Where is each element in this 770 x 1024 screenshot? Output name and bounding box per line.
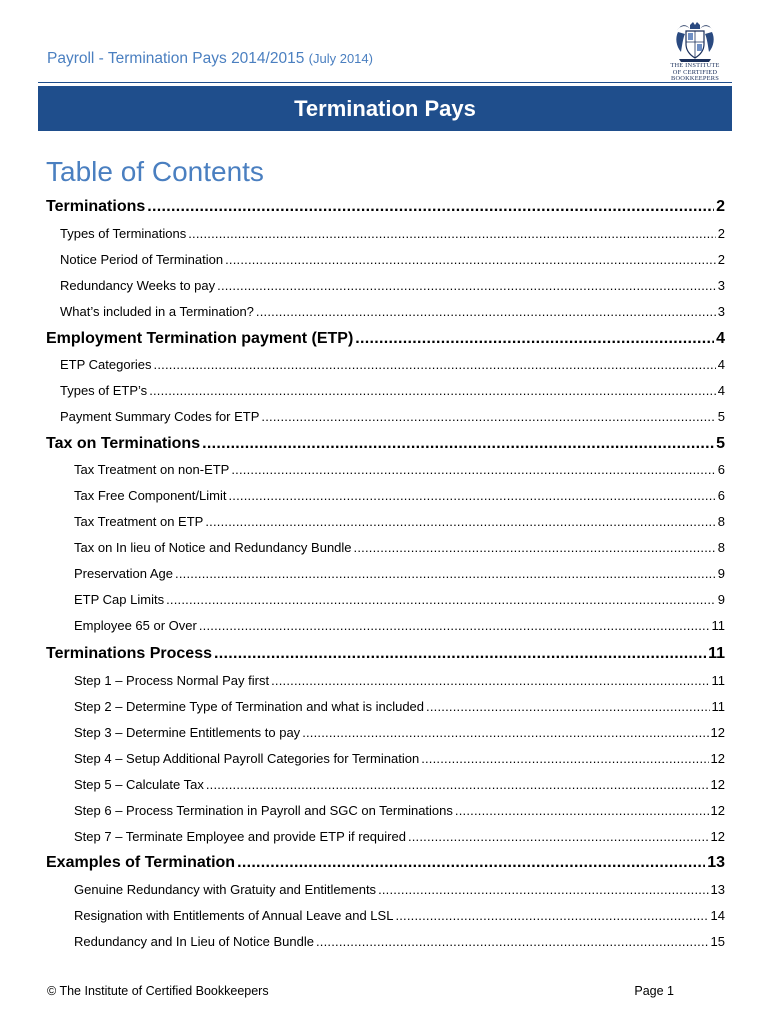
toc-entry-page: 12 bbox=[710, 829, 725, 844]
toc-entry-page: 11 bbox=[711, 618, 725, 633]
toc-entry-label: Tax Treatment on non-ETP bbox=[74, 462, 230, 477]
toc-subsection-entry[interactable] bbox=[74, 908, 725, 923]
toc-entry-label: Genuine Redundancy with Gratuity and Entitlements bbox=[74, 882, 377, 897]
header-divider bbox=[38, 82, 732, 83]
toc-entry-page: 13 bbox=[707, 854, 725, 871]
toc-dot-leader bbox=[316, 934, 709, 949]
toc-dot-leader bbox=[188, 226, 716, 241]
logo-text-line: OF CERTIFIED bbox=[672, 68, 718, 76]
toc-dot-leader bbox=[256, 304, 716, 319]
toc-subsection-entry[interactable] bbox=[74, 725, 725, 740]
toc-subsection-entry[interactable] bbox=[74, 514, 725, 529]
toc-dot-leader bbox=[228, 488, 715, 503]
toc-section-entry[interactable] bbox=[46, 854, 725, 872]
toc-entry-page: 6 bbox=[717, 462, 725, 477]
toc-dot-leader bbox=[231, 462, 715, 477]
toc-dot-leader bbox=[237, 854, 705, 872]
logo-text bbox=[662, 63, 728, 83]
toc-entry-page: 12 bbox=[710, 725, 725, 740]
logo-text-line: THE INSTITUTE bbox=[670, 62, 720, 69]
toc-entry-label: Step 6 – Process Termination in Payroll and SGC on Terminations bbox=[74, 803, 453, 818]
toc-entry-label: Tax Treatment on ETP bbox=[74, 514, 204, 529]
toc-subsection-entry[interactable] bbox=[74, 673, 725, 688]
toc-subsection-entry[interactable] bbox=[60, 278, 725, 293]
toc-entry-label: Tax Free Component/Limit bbox=[74, 488, 227, 503]
toc-entry-page: 12 bbox=[710, 803, 725, 818]
toc-section-entry[interactable] bbox=[46, 330, 725, 348]
toc-dot-leader bbox=[378, 882, 708, 897]
title-banner: Termination Pays bbox=[38, 86, 732, 131]
toc-dot-leader bbox=[147, 198, 714, 216]
toc-entry-label: What’s included in a Termination? bbox=[60, 304, 254, 319]
toc-entry-page: 3 bbox=[717, 278, 725, 293]
toc-subsection-entry[interactable] bbox=[60, 409, 725, 424]
toc-entry-page: 12 bbox=[710, 751, 725, 766]
toc-dot-leader bbox=[154, 357, 716, 372]
crest-icon bbox=[673, 22, 717, 62]
toc-entry-label: Employment Termination payment (ETP) bbox=[46, 330, 354, 347]
toc-entry-page: 2 bbox=[716, 198, 725, 215]
toc-dot-leader bbox=[395, 908, 708, 923]
toc-dot-leader bbox=[214, 645, 706, 663]
toc-subsection-entry[interactable] bbox=[60, 304, 725, 319]
toc-entry-label: Notice Period of Termination bbox=[60, 252, 224, 267]
toc-entry-page: 11 bbox=[708, 645, 725, 662]
toc-subsection-entry[interactable] bbox=[60, 383, 725, 398]
toc-entry-page: 8 bbox=[717, 514, 725, 529]
toc-dot-leader bbox=[426, 699, 709, 714]
toc-entry-page: 9 bbox=[717, 566, 725, 581]
toc-entry-label: Redundancy and In Lieu of Notice Bundle bbox=[74, 934, 314, 949]
toc-entry-label: Step 3 – Determine Entitlements to pay bbox=[74, 725, 301, 740]
document-header-title bbox=[47, 50, 373, 68]
footer-page-number: Page 1 bbox=[634, 984, 674, 998]
toc-entry-label: Preservation Age bbox=[74, 566, 174, 581]
icb-logo bbox=[662, 22, 728, 88]
toc-subsection-entry[interactable] bbox=[60, 252, 725, 267]
toc-entry-page: 4 bbox=[717, 383, 725, 398]
toc-subsection-entry[interactable] bbox=[74, 566, 725, 581]
toc-subsection-entry[interactable] bbox=[60, 226, 725, 241]
toc-subsection-entry[interactable] bbox=[74, 699, 725, 714]
toc-dot-leader bbox=[217, 278, 716, 293]
toc-entry-label: Step 1 – Process Normal Pay first bbox=[74, 673, 270, 688]
toc-entry-page: 2 bbox=[717, 252, 725, 267]
toc-entry-label: Resignation with Entitlements of Annual Leave and LSL bbox=[74, 908, 394, 923]
toc-subsection-entry[interactable] bbox=[74, 488, 725, 503]
toc-dot-leader bbox=[354, 540, 716, 555]
header-title-text: Payroll - Termination Pays 2014/2015 bbox=[47, 50, 305, 67]
logo-text-line: BOOKKEEPERS bbox=[670, 75, 719, 83]
toc-subsection-entry[interactable] bbox=[74, 882, 725, 897]
toc-dot-leader bbox=[421, 751, 708, 766]
toc-dot-leader bbox=[206, 777, 709, 792]
toc-dot-leader bbox=[202, 435, 714, 453]
toc-subsection-entry[interactable] bbox=[74, 803, 725, 818]
toc-entry-label: Redundancy Weeks to pay bbox=[60, 278, 216, 293]
toc-entry-label: Step 2 – Determine Type of Termination and what is included bbox=[74, 699, 425, 714]
toc-entry-page: 5 bbox=[717, 409, 725, 424]
toc-entry-label: Types of ETP’s bbox=[60, 383, 148, 398]
toc-entry-label: Tax on In lieu of Notice and Redundancy Bundle bbox=[74, 540, 352, 555]
toc-entry-page: 13 bbox=[710, 882, 725, 897]
toc-entry-label: ETP Cap Limits bbox=[74, 592, 165, 607]
toc-subsection-entry[interactable] bbox=[74, 934, 725, 949]
toc-subsection-entry[interactable] bbox=[74, 751, 725, 766]
toc-subsection-entry[interactable] bbox=[60, 357, 725, 372]
toc-dot-leader bbox=[205, 514, 715, 529]
toc-section-entry[interactable] bbox=[46, 198, 725, 216]
footer-copyright: © The Institute of Certified Bookkeepers bbox=[47, 984, 269, 998]
toc-entry-label: Types of Terminations bbox=[60, 226, 187, 241]
toc-entry-page: 8 bbox=[717, 540, 725, 555]
toc-entry-label: Employee 65 or Over bbox=[74, 618, 197, 633]
toc-entry-label: Step 4 – Setup Additional Payroll Categories for Termination bbox=[74, 751, 420, 766]
toc-subsection-entry[interactable] bbox=[74, 618, 725, 633]
toc-entry-page: 15 bbox=[710, 934, 725, 949]
toc-heading: Table of Contents bbox=[46, 156, 264, 187]
toc-subsection-entry[interactable] bbox=[74, 829, 725, 844]
toc-dot-leader bbox=[149, 383, 716, 398]
toc-entry-label: Terminations bbox=[46, 198, 146, 215]
toc-entry-page: 3 bbox=[717, 304, 725, 319]
toc-entry-label: Terminations Process bbox=[46, 645, 212, 662]
toc-entry-page: 4 bbox=[717, 357, 725, 372]
toc-subsection-entry[interactable] bbox=[74, 540, 725, 555]
toc-dot-leader bbox=[261, 409, 715, 424]
toc-entry-page: 11 bbox=[711, 673, 725, 688]
toc-dot-leader bbox=[302, 725, 708, 740]
toc-subsection-entry[interactable] bbox=[74, 462, 725, 477]
toc-entry-label: Step 5 – Calculate Tax bbox=[74, 777, 204, 792]
toc-dot-leader bbox=[175, 566, 716, 581]
toc-dot-leader bbox=[166, 592, 716, 607]
toc-entry-page: 5 bbox=[716, 435, 725, 452]
toc-entry-page: 4 bbox=[716, 330, 725, 347]
toc-entry-page: 2 bbox=[717, 226, 725, 241]
toc-dot-leader bbox=[271, 673, 709, 688]
toc-entry-label: Tax on Terminations bbox=[46, 435, 201, 452]
toc-entry-label: Payment Summary Codes for ETP bbox=[60, 409, 260, 424]
toc-section-entry[interactable] bbox=[46, 435, 725, 453]
toc-dot-leader bbox=[225, 252, 716, 267]
toc-dot-leader bbox=[355, 330, 714, 348]
toc-entry-page: 14 bbox=[710, 908, 725, 923]
toc-entry-page: 6 bbox=[717, 488, 725, 503]
toc-dot-leader bbox=[408, 829, 709, 844]
toc-subsection-entry[interactable] bbox=[74, 592, 725, 607]
toc-dot-leader bbox=[199, 618, 710, 633]
toc-entry-page: 11 bbox=[711, 699, 725, 714]
toc-entry-label: Step 7 – Terminate Employee and provide ETP if required bbox=[74, 829, 406, 844]
toc-entry-page: 9 bbox=[717, 592, 725, 607]
toc-section-entry[interactable] bbox=[46, 645, 725, 663]
toc-subsection-entry[interactable] bbox=[74, 777, 725, 792]
header-date: (July 2014) bbox=[308, 51, 373, 66]
toc-dot-leader bbox=[455, 803, 709, 818]
toc-entry-page: 12 bbox=[710, 777, 725, 792]
toc-entry-label: Examples of Termination bbox=[46, 854, 236, 871]
toc-entry-label: ETP Categories bbox=[60, 357, 152, 372]
